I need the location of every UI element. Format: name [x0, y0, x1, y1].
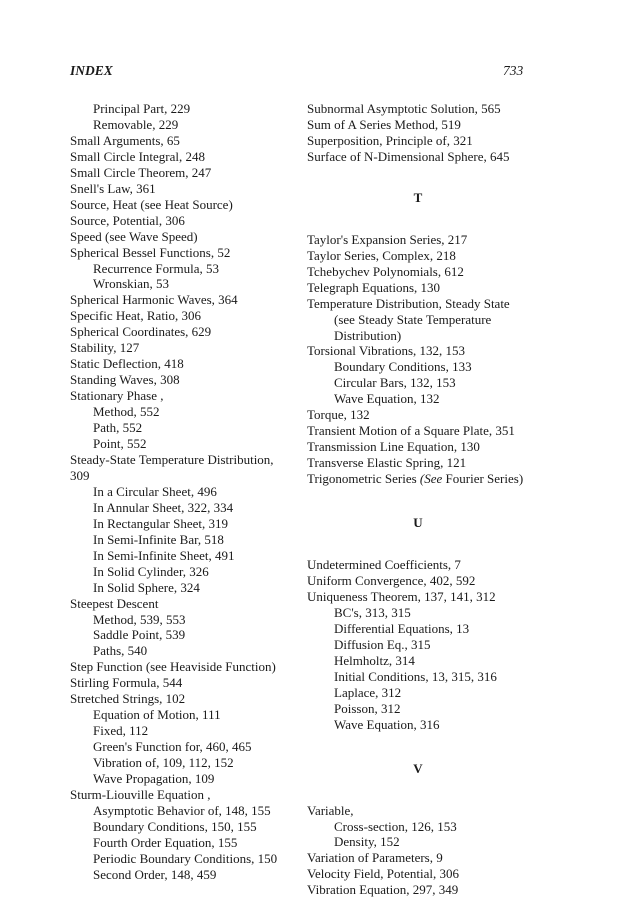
index-entry: Vibration Equation, 297, 349 — [307, 882, 459, 898]
index-subentry: Diffusion Eq., 315 — [334, 636, 431, 652]
index-subentry: Method, 539, 553 — [93, 611, 186, 627]
index-entry: Stirling Formula, 544 — [70, 675, 183, 691]
index-subentry: In Solid Cylinder, 326 — [93, 563, 209, 579]
index-subentry: In Semi-Infinite Bar, 518 — [93, 531, 224, 547]
index-entry: 309 — [70, 467, 90, 483]
index-entry: Temperature Distribution, Steady State — [307, 295, 510, 311]
index-entry: Spherical Coordinates, 629 — [70, 324, 212, 340]
letter-heading-t: T — [413, 189, 423, 205]
index-subentry: Equation of Motion, 111 — [93, 707, 221, 723]
index-entry: Subnormal Asymptotic Solution, 565 — [307, 101, 501, 116]
u-entries — [307, 557, 547, 732]
index-entry: Variable, — [307, 802, 354, 818]
index-entry: Surface of N-Dimensional Sphere, 645 — [307, 148, 510, 164]
index-entry: Source, Heat (see Heat Source) — [70, 196, 233, 212]
index-entry: Torque, 132 — [307, 407, 370, 423]
index-subentry: Fourth Order Equation, 155 — [93, 834, 238, 850]
index-subentry: Differential Equations, 13 — [334, 620, 470, 636]
index-subentry: Saddle Point, 539 — [93, 627, 186, 643]
index-subentry: Density, 152 — [334, 834, 400, 850]
index-subentry: Vibration of, 109, 112, 152 — [93, 755, 234, 771]
index-entry: Uniqueness Theorem, 137, 141, 312 — [307, 588, 496, 604]
index-subentry: Principal Part, 229 — [93, 101, 191, 116]
index-entry: Standing Waves, 308 — [70, 372, 180, 388]
index-entry: Step Function (see Heaviside Function) — [70, 659, 276, 675]
index-entry: Steady-State Temperature Distribution, — [70, 451, 274, 467]
v-entries — [307, 803, 547, 899]
index-entry: Transient Motion of a Square Plate, 351 — [307, 423, 515, 439]
index-subentry: In a Circular Sheet, 496 — [93, 483, 217, 499]
index-subentry: Path, 552 — [93, 420, 143, 436]
index-entry: Stationary Phase , — [70, 388, 164, 404]
index-subentry: Distribution) — [334, 327, 402, 343]
index-entry: Stability, 127 — [70, 340, 140, 356]
index-subentry: Boundary Conditions, 150, 155 — [93, 818, 257, 834]
index-entry: Torsional Vibrations, 132, 153 — [307, 343, 466, 359]
index-entry: Superposition, Principle of, 321 — [307, 132, 473, 148]
index-entry: Variation of Parameters, 9 — [307, 850, 443, 866]
index-subentry: Circular Bars, 132, 153 — [334, 375, 456, 391]
index-subentry: Removable, 229 — [93, 116, 179, 132]
t-entries — [307, 232, 547, 487]
index-entry: Steepest Descent — [70, 595, 159, 611]
index-subentry: Helmholtz, 314 — [334, 652, 415, 668]
index-entry: Snell's Law, 361 — [70, 180, 156, 196]
index-subentry: Boundary Conditions, 133 — [334, 359, 472, 375]
index-entry: Uniform Convergence, 402, 592 — [307, 573, 476, 589]
index-entry: Source, Potential, 306 — [70, 212, 185, 228]
index-subentry: Fixed, 112 — [93, 723, 149, 739]
index-entry: Small Arguments, 65 — [70, 132, 180, 148]
index-entry: Small Circle Integral, 248 — [70, 148, 206, 164]
index-subentry: Poisson, 312 — [334, 700, 401, 716]
index-entry: Trigonometric Series (See Fourier Series) — [307, 471, 524, 487]
index-subentry: (see Steady State Temperature — [334, 311, 492, 327]
index-subentry: Recurrence Formula, 53 — [93, 260, 219, 276]
index-entry: Telegraph Equations, 130 — [307, 279, 441, 295]
index-subentry: Asymptotic Behavior of, 148, 155 — [93, 802, 271, 818]
index-entry: Tchebychev Polynomials, 612 — [307, 263, 464, 279]
index-entry: Spherical Bessel Functions, 52 — [70, 244, 231, 260]
page-number: 733 — [503, 63, 524, 78]
index-entry: Speed (see Wave Speed) — [70, 228, 198, 244]
index-subentry: BC's, 313, 315 — [334, 604, 411, 620]
s-entries — [307, 101, 547, 165]
letter-heading-v: V — [413, 760, 423, 776]
index-entry: Sum of A Series Method, 519 — [307, 116, 461, 132]
index-entry: Taylor's Expansion Series, 217 — [307, 231, 468, 247]
index-entry: Transmission Line Equation, 130 — [307, 439, 480, 455]
index-entry: Specific Heat, Ratio, 306 — [70, 308, 202, 324]
index-subentry: In Solid Sphere, 324 — [93, 579, 200, 595]
section-title: INDEX — [70, 63, 113, 78]
index-entry: Velocity Field, Potential, 306 — [307, 866, 460, 882]
index-entry: Small Circle Theorem, 247 — [70, 164, 212, 180]
index-entry: Spherical Harmonic Waves, 364 — [70, 292, 238, 308]
index-subentry: Second Order, 148, 459 — [93, 866, 217, 882]
index-entry: Static Deflection, 418 — [70, 356, 184, 372]
index-subentry: Initial Conditions, 13, 315, 316 — [334, 668, 497, 684]
index-subentry: Cross-section, 126, 153 — [334, 818, 457, 834]
index-subentry: In Rectangular Sheet, 319 — [93, 515, 229, 531]
index-subentry: Laplace, 312 — [334, 684, 402, 700]
index-entry: Taylor Series, Complex, 218 — [307, 247, 456, 263]
index-entry: Undetermined Coefficients, 7 — [307, 557, 461, 573]
index-column-right — [307, 101, 547, 898]
index-entry: Sturm-Liouville Equation , — [70, 786, 211, 802]
index-subentry: Wave Equation, 132 — [334, 391, 440, 407]
index-subentry: Method, 552 — [93, 404, 160, 420]
letter-heading-u: U — [413, 515, 423, 531]
index-entry: Stretched Strings, 102 — [70, 691, 186, 707]
index-subentry: Paths, 540 — [93, 643, 148, 659]
index-subentry: Wronskian, 53 — [93, 276, 170, 292]
index-subentry: Point, 552 — [93, 436, 147, 452]
index-entry: Transverse Elastic Spring, 121 — [307, 455, 467, 471]
index-subentry: Green's Function for, 460, 465 — [93, 739, 252, 755]
index-subentry: Periodic Boundary Conditions, 150 — [93, 850, 278, 866]
index-subentry: Wave Propagation, 109 — [93, 771, 215, 787]
index-column-left — [70, 101, 290, 883]
index-subentry: In Annular Sheet, 322, 334 — [93, 499, 234, 515]
index-subentry: In Semi-Infinite Sheet, 491 — [93, 547, 235, 563]
index-subentry: Wave Equation, 316 — [334, 716, 440, 732]
